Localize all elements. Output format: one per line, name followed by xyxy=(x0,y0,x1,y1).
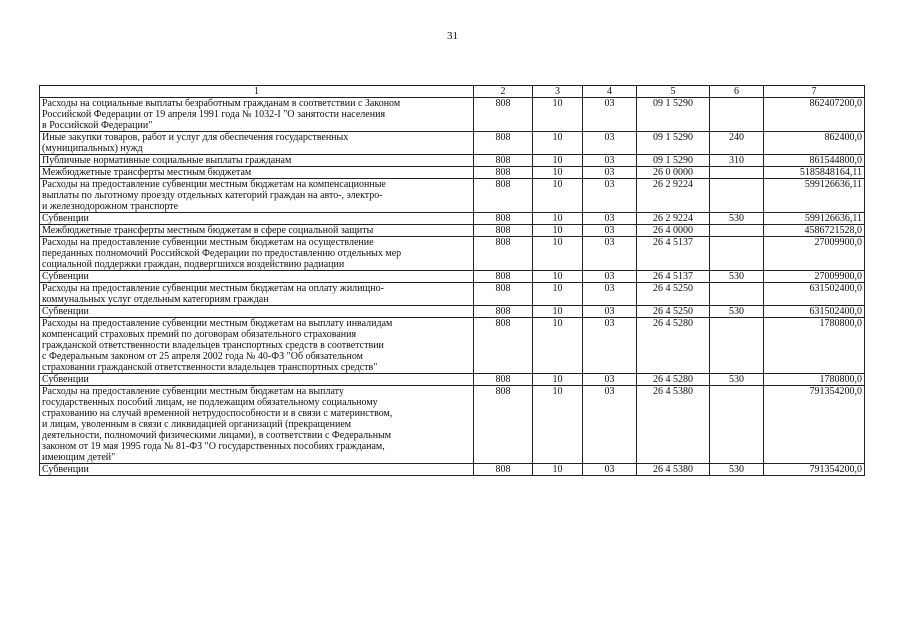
table-row xyxy=(40,271,865,283)
row-name-cell: Субвенции xyxy=(40,464,474,476)
row-vr-cell xyxy=(710,237,764,271)
header-cell-6: 6 xyxy=(710,86,764,98)
row-sum-cell: 599126636,11 xyxy=(764,179,865,213)
header-cell-7: 7 xyxy=(764,86,865,98)
row-csr-cell: 26 4 5380 xyxy=(637,386,710,464)
row-rz-cell: 10 xyxy=(533,271,583,283)
row-name-cell: Межбюджетные трансферты местным бюджетам xyxy=(40,167,474,179)
row-sum-cell: 862400,0 xyxy=(764,132,865,155)
row-pr-cell: 03 xyxy=(583,386,637,464)
row-rz-cell: 10 xyxy=(533,374,583,386)
row-rz-cell: 10 xyxy=(533,306,583,318)
row-name-cell: Расходы на предоставление субвенции местным бюджетам на оплату жилищно- коммунальных услуг отдельным категориям граждан xyxy=(40,283,474,306)
row-sum-cell: 27009900,0 xyxy=(764,237,865,271)
row-pr-cell: 03 xyxy=(583,306,637,318)
row-name-cell: Субвенции xyxy=(40,374,474,386)
table-row xyxy=(40,283,865,306)
row-ved-cell: 808 xyxy=(474,318,533,374)
row-ved-cell: 808 xyxy=(474,98,533,132)
table-row xyxy=(40,98,865,132)
row-vr-cell xyxy=(710,318,764,374)
row-pr-cell: 03 xyxy=(583,318,637,374)
row-vr-cell: 240 xyxy=(710,132,764,155)
row-vr-cell xyxy=(710,225,764,237)
row-sum-cell: 791354200,0 xyxy=(764,464,865,476)
header-cell-1: 1 xyxy=(40,86,474,98)
row-vr-cell: 530 xyxy=(710,374,764,386)
row-pr-cell: 03 xyxy=(583,213,637,225)
row-pr-cell: 03 xyxy=(583,237,637,271)
row-name-cell: Публичные нормативные социальные выплаты гражданам xyxy=(40,155,474,167)
row-sum-cell: 1780800,0 xyxy=(764,374,865,386)
row-pr-cell: 03 xyxy=(583,283,637,306)
row-ved-cell: 808 xyxy=(474,225,533,237)
table-row xyxy=(40,318,865,374)
row-name-cell: Расходы на предоставление субвенции местным бюджетам на компенсационные выплаты по льготному проезду отдельных категорий граждан на авто-, электро- и железнодорожном транспорте xyxy=(40,179,474,213)
row-pr-cell: 03 xyxy=(583,179,637,213)
row-pr-cell: 03 xyxy=(583,155,637,167)
row-csr-cell: 26 4 5137 xyxy=(637,237,710,271)
row-ved-cell: 808 xyxy=(474,464,533,476)
table-row xyxy=(40,167,865,179)
header-row xyxy=(40,86,865,98)
header-cell-4: 4 xyxy=(583,86,637,98)
row-vr-cell: 530 xyxy=(710,271,764,283)
header-cell-2: 2 xyxy=(474,86,533,98)
row-rz-cell: 10 xyxy=(533,167,583,179)
row-vr-cell: 310 xyxy=(710,155,764,167)
row-csr-cell: 26 4 5280 xyxy=(637,374,710,386)
row-sum-cell: 27009900,0 xyxy=(764,271,865,283)
budget-table xyxy=(39,85,865,476)
row-csr-cell: 26 4 5250 xyxy=(637,306,710,318)
row-sum-cell: 861544800,0 xyxy=(764,155,865,167)
row-rz-cell: 10 xyxy=(533,132,583,155)
row-sum-cell: 5185848164,11 xyxy=(764,167,865,179)
row-name-cell: Расходы на социальные выплаты безработным гражданам в соответствии с Законом Российской Федерации от 19 апреля 1991 года № 1032-I "О занятости населения в Российской Федерации" xyxy=(40,98,474,132)
table-row xyxy=(40,374,865,386)
row-vr-cell xyxy=(710,179,764,213)
row-name-cell: Расходы на предоставление субвенции местным бюджетам на выплату инвалидам компенсаций страховых премий по договорам обязательного страхования гражданской ответственности владельцев транспортных средств в соответствии с Федеральным законом от 25 апреля 2002 года № 40-ФЗ "Об обязательном страховании гражданской ответственности владельцев транспортных средств" xyxy=(40,318,474,374)
row-csr-cell: 26 4 0000 xyxy=(637,225,710,237)
row-rz-cell: 10 xyxy=(533,98,583,132)
row-ved-cell: 808 xyxy=(474,167,533,179)
row-ved-cell: 808 xyxy=(474,271,533,283)
table-row xyxy=(40,225,865,237)
row-rz-cell: 10 xyxy=(533,283,583,306)
row-sum-cell: 791354200,0 xyxy=(764,386,865,464)
row-rz-cell: 10 xyxy=(533,318,583,374)
row-rz-cell: 10 xyxy=(533,464,583,476)
row-pr-cell: 03 xyxy=(583,374,637,386)
row-vr-cell: 530 xyxy=(710,213,764,225)
row-pr-cell: 03 xyxy=(583,464,637,476)
row-ved-cell: 808 xyxy=(474,132,533,155)
row-name-cell: Иные закупки товаров, работ и услуг для обеспечения государственных (муниципальных) нужд xyxy=(40,132,474,155)
row-sum-cell: 631502400,0 xyxy=(764,306,865,318)
row-csr-cell: 26 4 5250 xyxy=(637,283,710,306)
row-sum-cell: 1780800,0 xyxy=(764,318,865,374)
row-name-cell: Расходы на предоставление субвенции местным бюджетам на осуществление переданных полномочий Российской Федерации по предоставлению отдельных мер социальной поддержки граждан, подвергшихся воздействию радиации xyxy=(40,237,474,271)
row-ved-cell: 808 xyxy=(474,283,533,306)
row-csr-cell: 26 4 5137 xyxy=(637,271,710,283)
row-name-cell: Расходы на предоставление субвенции местным бюджетам на выплату государственных пособий лицам, не подлежащим обязательному социальному страхованию на случай временной нетрудоспособности и в связи с материнством, и лицам, уволенным в связи с ликвидацией организаций (прекращением деятельности, полномочий физическими лицами), в соответствии с Федеральным законом от 19 мая 1995 года № 81-ФЗ "О государственных пособиях гражданам, имеющим детей" xyxy=(40,386,474,464)
row-sum-cell: 4586721528,0 xyxy=(764,225,865,237)
row-rz-cell: 10 xyxy=(533,179,583,213)
row-pr-cell: 03 xyxy=(583,225,637,237)
row-csr-cell: 26 4 5380 xyxy=(637,464,710,476)
row-vr-cell xyxy=(710,167,764,179)
row-ved-cell: 808 xyxy=(474,306,533,318)
header-cell-3: 3 xyxy=(533,86,583,98)
row-pr-cell: 03 xyxy=(583,271,637,283)
row-rz-cell: 10 xyxy=(533,225,583,237)
row-ved-cell: 808 xyxy=(474,386,533,464)
row-csr-cell: 09 1 5290 xyxy=(637,98,710,132)
row-vr-cell xyxy=(710,283,764,306)
row-vr-cell: 530 xyxy=(710,306,764,318)
row-rz-cell: 10 xyxy=(533,386,583,464)
row-vr-cell: 530 xyxy=(710,464,764,476)
row-rz-cell: 10 xyxy=(533,213,583,225)
row-sum-cell: 631502400,0 xyxy=(764,283,865,306)
row-name-cell: Субвенции xyxy=(40,213,474,225)
row-ved-cell: 808 xyxy=(474,155,533,167)
row-csr-cell: 09 1 5290 xyxy=(637,132,710,155)
table-row xyxy=(40,179,865,213)
table-row xyxy=(40,155,865,167)
row-pr-cell: 03 xyxy=(583,98,637,132)
row-csr-cell: 26 2 9224 xyxy=(637,213,710,225)
row-name-cell: Межбюджетные трансферты местным бюджетам в сфере социальной защиты xyxy=(40,225,474,237)
row-csr-cell: 09 1 5290 xyxy=(637,155,710,167)
row-csr-cell: 26 4 5280 xyxy=(637,318,710,374)
row-vr-cell xyxy=(710,98,764,132)
table-body xyxy=(40,98,865,476)
row-rz-cell: 10 xyxy=(533,155,583,167)
row-ved-cell: 808 xyxy=(474,213,533,225)
table-row xyxy=(40,464,865,476)
row-ved-cell: 808 xyxy=(474,374,533,386)
row-ved-cell: 808 xyxy=(474,237,533,271)
row-name-cell: Субвенции xyxy=(40,271,474,283)
row-sum-cell: 862407200,0 xyxy=(764,98,865,132)
row-ved-cell: 808 xyxy=(474,179,533,213)
row-name-cell: Субвенции xyxy=(40,306,474,318)
page-number: 31 xyxy=(447,30,458,42)
row-csr-cell: 26 0 0000 xyxy=(637,167,710,179)
table-row xyxy=(40,237,865,271)
header-cell-5: 5 xyxy=(637,86,710,98)
row-vr-cell xyxy=(710,386,764,464)
row-pr-cell: 03 xyxy=(583,132,637,155)
table-row xyxy=(40,306,865,318)
row-pr-cell: 03 xyxy=(583,167,637,179)
row-rz-cell: 10 xyxy=(533,237,583,271)
row-sum-cell: 599126636,11 xyxy=(764,213,865,225)
table-row xyxy=(40,213,865,225)
table-header xyxy=(40,86,865,98)
table-row xyxy=(40,386,865,464)
row-csr-cell: 26 2 9224 xyxy=(637,179,710,213)
table-row xyxy=(40,132,865,155)
